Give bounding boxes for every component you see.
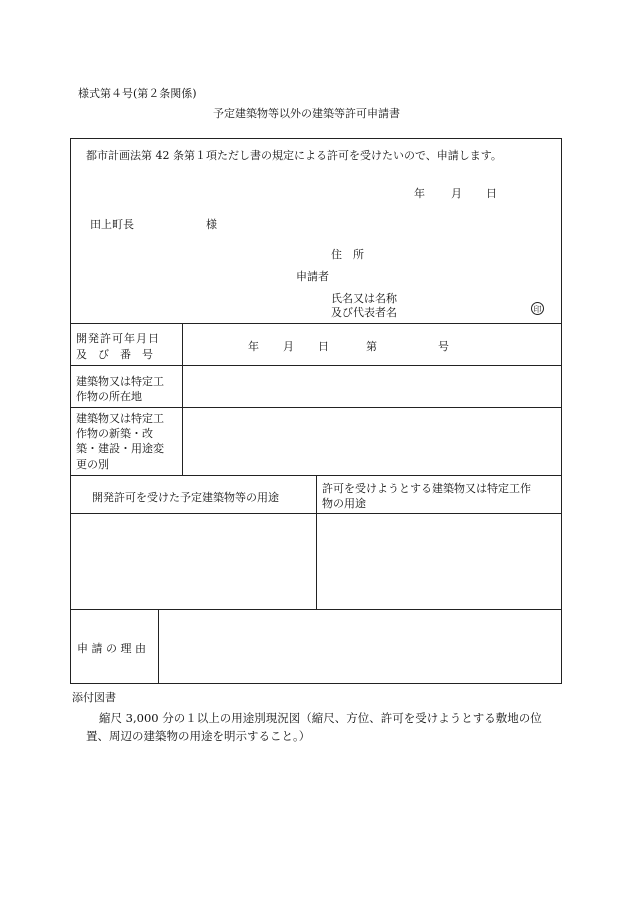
permit-label-2: 及 び 番 号	[76, 348, 153, 361]
use-right-label-1: 許可を受けようとする建築物又は特定工作	[322, 482, 531, 495]
attachments-line-1: 縮尺 3,000 分の１以上の用途別現況図（縮尺、方位、許可を受けようとする敷地の位	[99, 711, 542, 725]
permit-number-suffix: 号	[438, 340, 449, 353]
date-day: 日	[486, 187, 497, 200]
honorific: 様	[206, 218, 217, 231]
attachments-label: 添付図書	[72, 691, 116, 704]
document-title: 予定建築物等以外の建築等許可申請書	[213, 107, 400, 120]
date-year: 年	[414, 187, 425, 200]
address-label: 住 所	[331, 248, 364, 261]
seal-mark: 印	[531, 302, 544, 315]
permit-year: 年	[248, 340, 259, 353]
location-label-2: 作物の所在地	[76, 390, 142, 403]
permit-month: 月	[283, 340, 294, 353]
type-label-4: 更の別	[76, 458, 109, 471]
use-left-label: 開発許可を受けた予定建築物等の用途	[92, 491, 279, 504]
divider	[70, 407, 562, 408]
permit-number-prefix: 第	[366, 340, 377, 353]
type-label-2: 作物の新築・改	[76, 427, 153, 440]
use-right-label-2: 物の用途	[322, 497, 366, 510]
divider	[70, 323, 562, 324]
divider	[158, 609, 159, 684]
attachments-line-2: 置、周辺の建築物の用途を明示すること。）	[86, 729, 311, 743]
divider	[70, 609, 562, 610]
applicant-label: 申請者	[296, 270, 329, 283]
reason-label: 申 請 の 理 由	[77, 642, 146, 655]
addressee: 田上町長	[90, 218, 134, 231]
divider	[316, 475, 317, 609]
representative-label: 及び代表者名	[331, 306, 397, 319]
permit-day: 日	[318, 340, 329, 353]
divider	[182, 323, 183, 475]
location-label-1: 建築物又は特定工	[76, 375, 164, 388]
form-number: 様式第４号(第２条関係)	[78, 87, 197, 100]
application-statement: 都市計画法第 42 条第１項ただし書の規定による許可を受けたいので、申請します。	[86, 149, 502, 162]
type-label-1: 建築物又は特定工	[76, 412, 164, 425]
divider	[70, 365, 562, 366]
permit-label-1: 開発許可年月日	[76, 332, 160, 345]
type-label-3: 築・建設・用途変	[76, 442, 164, 455]
date-month: 月	[451, 187, 462, 200]
name-label: 氏名又は名称	[331, 292, 397, 305]
